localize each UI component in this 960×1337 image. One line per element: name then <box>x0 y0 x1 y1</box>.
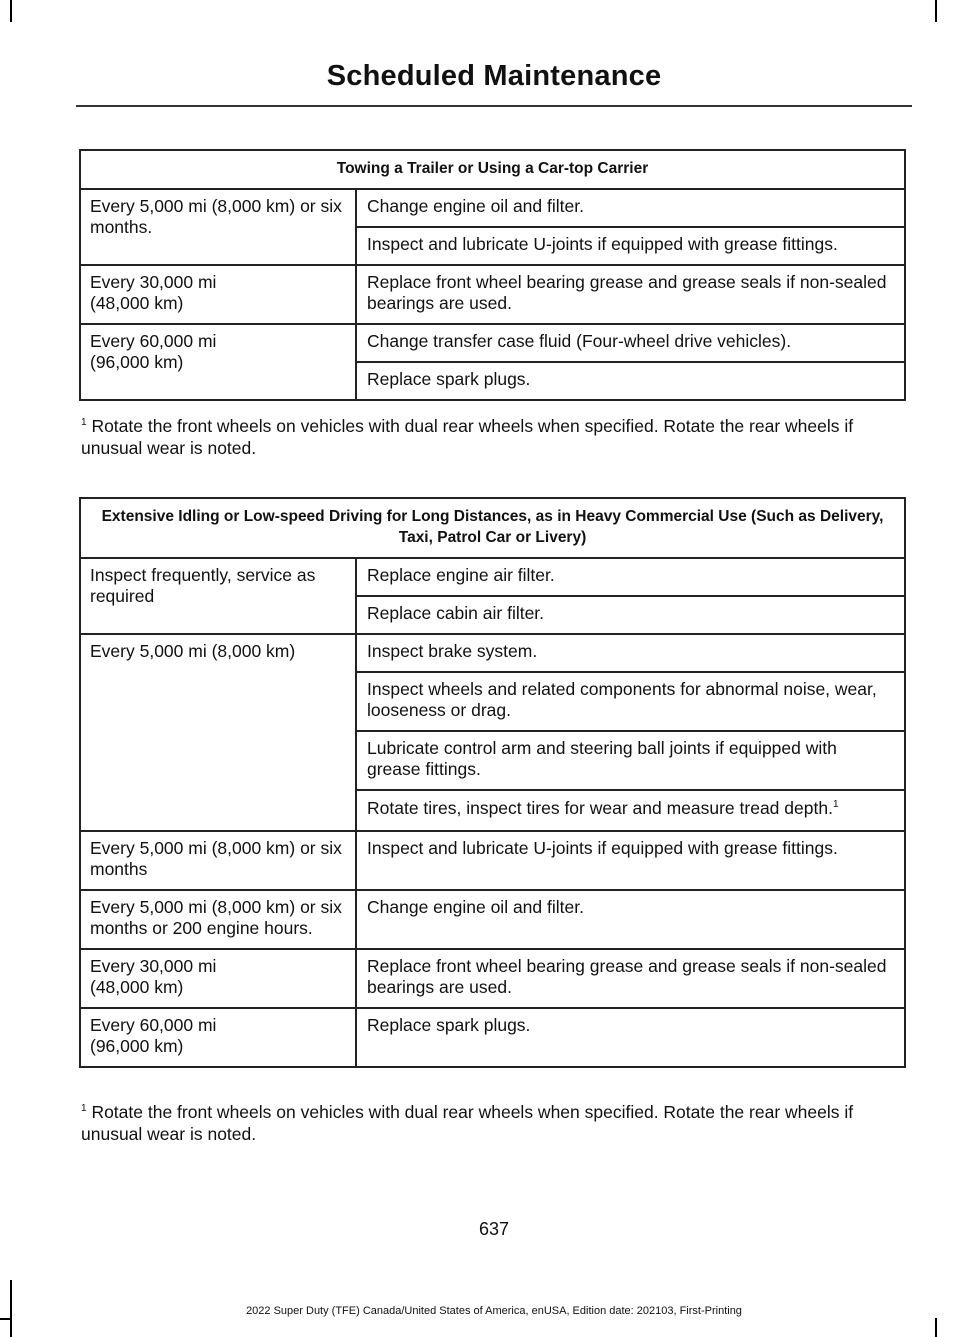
interval-cell: Every 60,000 mi (96,000 km) <box>80 324 356 400</box>
footnote-marker: 1 <box>81 1103 87 1115</box>
task-cell: Replace spark plugs. <box>356 362 905 400</box>
task-text: Rotate tires, inspect tires for wear and measure tread depth. <box>367 798 833 818</box>
table-heading: Extensive Idling or Low-speed Driving for Long Distances, as in Heavy Commercial Use (Such as Delivery, Taxi, Patrol Car or Livery) <box>80 498 905 558</box>
interval-cell: Every 5,000 mi (8,000 km) <box>80 634 356 831</box>
task-cell: Change engine oil and filter. <box>356 890 905 949</box>
interval-cell: Every 5,000 mi (8,000 km) or six months <box>80 831 356 890</box>
table-row <box>80 634 905 672</box>
footnote-marker: 1 <box>81 417 87 429</box>
task-cell: Inspect brake system. <box>356 634 905 672</box>
task-cell: Replace front wheel bearing grease and grease seals if non-sealed bearings are used. <box>356 949 905 1008</box>
table-row <box>80 890 905 949</box>
page-number: 637 <box>478 1219 510 1239</box>
task-cell: Change engine oil and filter. <box>356 189 905 227</box>
table-heading: Towing a Trailer or Using a Car-top Carrier <box>80 150 905 189</box>
table-row <box>80 265 905 324</box>
task-cell: Inspect and lubricate U-joints if equipped with grease fittings. <box>356 831 905 890</box>
task-cell: Inspect wheels and related components for abnormal noise, wear, looseness or drag. <box>356 672 905 731</box>
interval-cell: Every 30,000 mi (48,000 km) <box>80 265 356 324</box>
table-header-row <box>80 150 905 189</box>
table-row <box>80 949 905 1008</box>
task-cell: Change transfer case fluid (Four-wheel drive vehicles). <box>356 324 905 362</box>
task-cell <box>356 790 905 831</box>
interval-cell: Every 5,000 mi (8,000 km) or six months or 200 engine hours. <box>80 890 356 949</box>
crop-mark-bottom-left-h <box>0 1318 12 1320</box>
table-row <box>80 831 905 890</box>
crop-mark-top-right <box>935 0 937 22</box>
heavy-use-maintenance-table <box>79 497 906 1068</box>
interval-cell: Every 30,000 mi (48,000 km) <box>80 949 356 1008</box>
header-divider <box>76 105 912 107</box>
table-row <box>80 324 905 362</box>
interval-cell: Every 5,000 mi (8,000 km) or six months. <box>80 189 356 265</box>
footnote-marker: 1 <box>832 799 839 811</box>
table-header-row <box>80 498 905 558</box>
footnote <box>81 415 911 459</box>
footnote <box>81 1101 911 1145</box>
table-row <box>80 558 905 596</box>
crop-mark-bottom-right <box>935 1318 937 1337</box>
task-cell: Lubricate control arm and steering ball joints if equipped with grease fittings. <box>356 731 905 790</box>
table-row <box>80 1008 905 1067</box>
interval-cell: Inspect frequently, service as required <box>80 558 356 634</box>
crop-mark-top-left <box>10 0 12 22</box>
footnote-text: Rotate the front wheels on vehicles with dual rear wheels when specified. Rotate the rear wheels if unusual wear is noted. <box>81 416 854 458</box>
page-title: Scheduled Maintenance <box>326 60 662 92</box>
footer-edition-line: 2022 Super Duty (TFE) Canada/United States of America, enUSA, Edition date: 202103, First-Printing <box>246 1305 742 1317</box>
task-cell: Replace cabin air filter. <box>356 596 905 634</box>
table-row <box>80 189 905 227</box>
task-cell: Replace front wheel bearing grease and grease seals if non-sealed bearings are used. <box>356 265 905 324</box>
task-cell: Replace spark plugs. <box>356 1008 905 1067</box>
task-cell: Inspect and lubricate U-joints if equipped with grease fittings. <box>356 227 905 265</box>
footnote-text: Rotate the front wheels on vehicles with dual rear wheels when specified. Rotate the rear wheels if unusual wear is noted. <box>81 1102 854 1144</box>
towing-maintenance-table <box>79 149 906 401</box>
task-cell: Replace engine air filter. <box>356 558 905 596</box>
interval-cell: Every 60,000 mi (96,000 km) <box>80 1008 356 1067</box>
